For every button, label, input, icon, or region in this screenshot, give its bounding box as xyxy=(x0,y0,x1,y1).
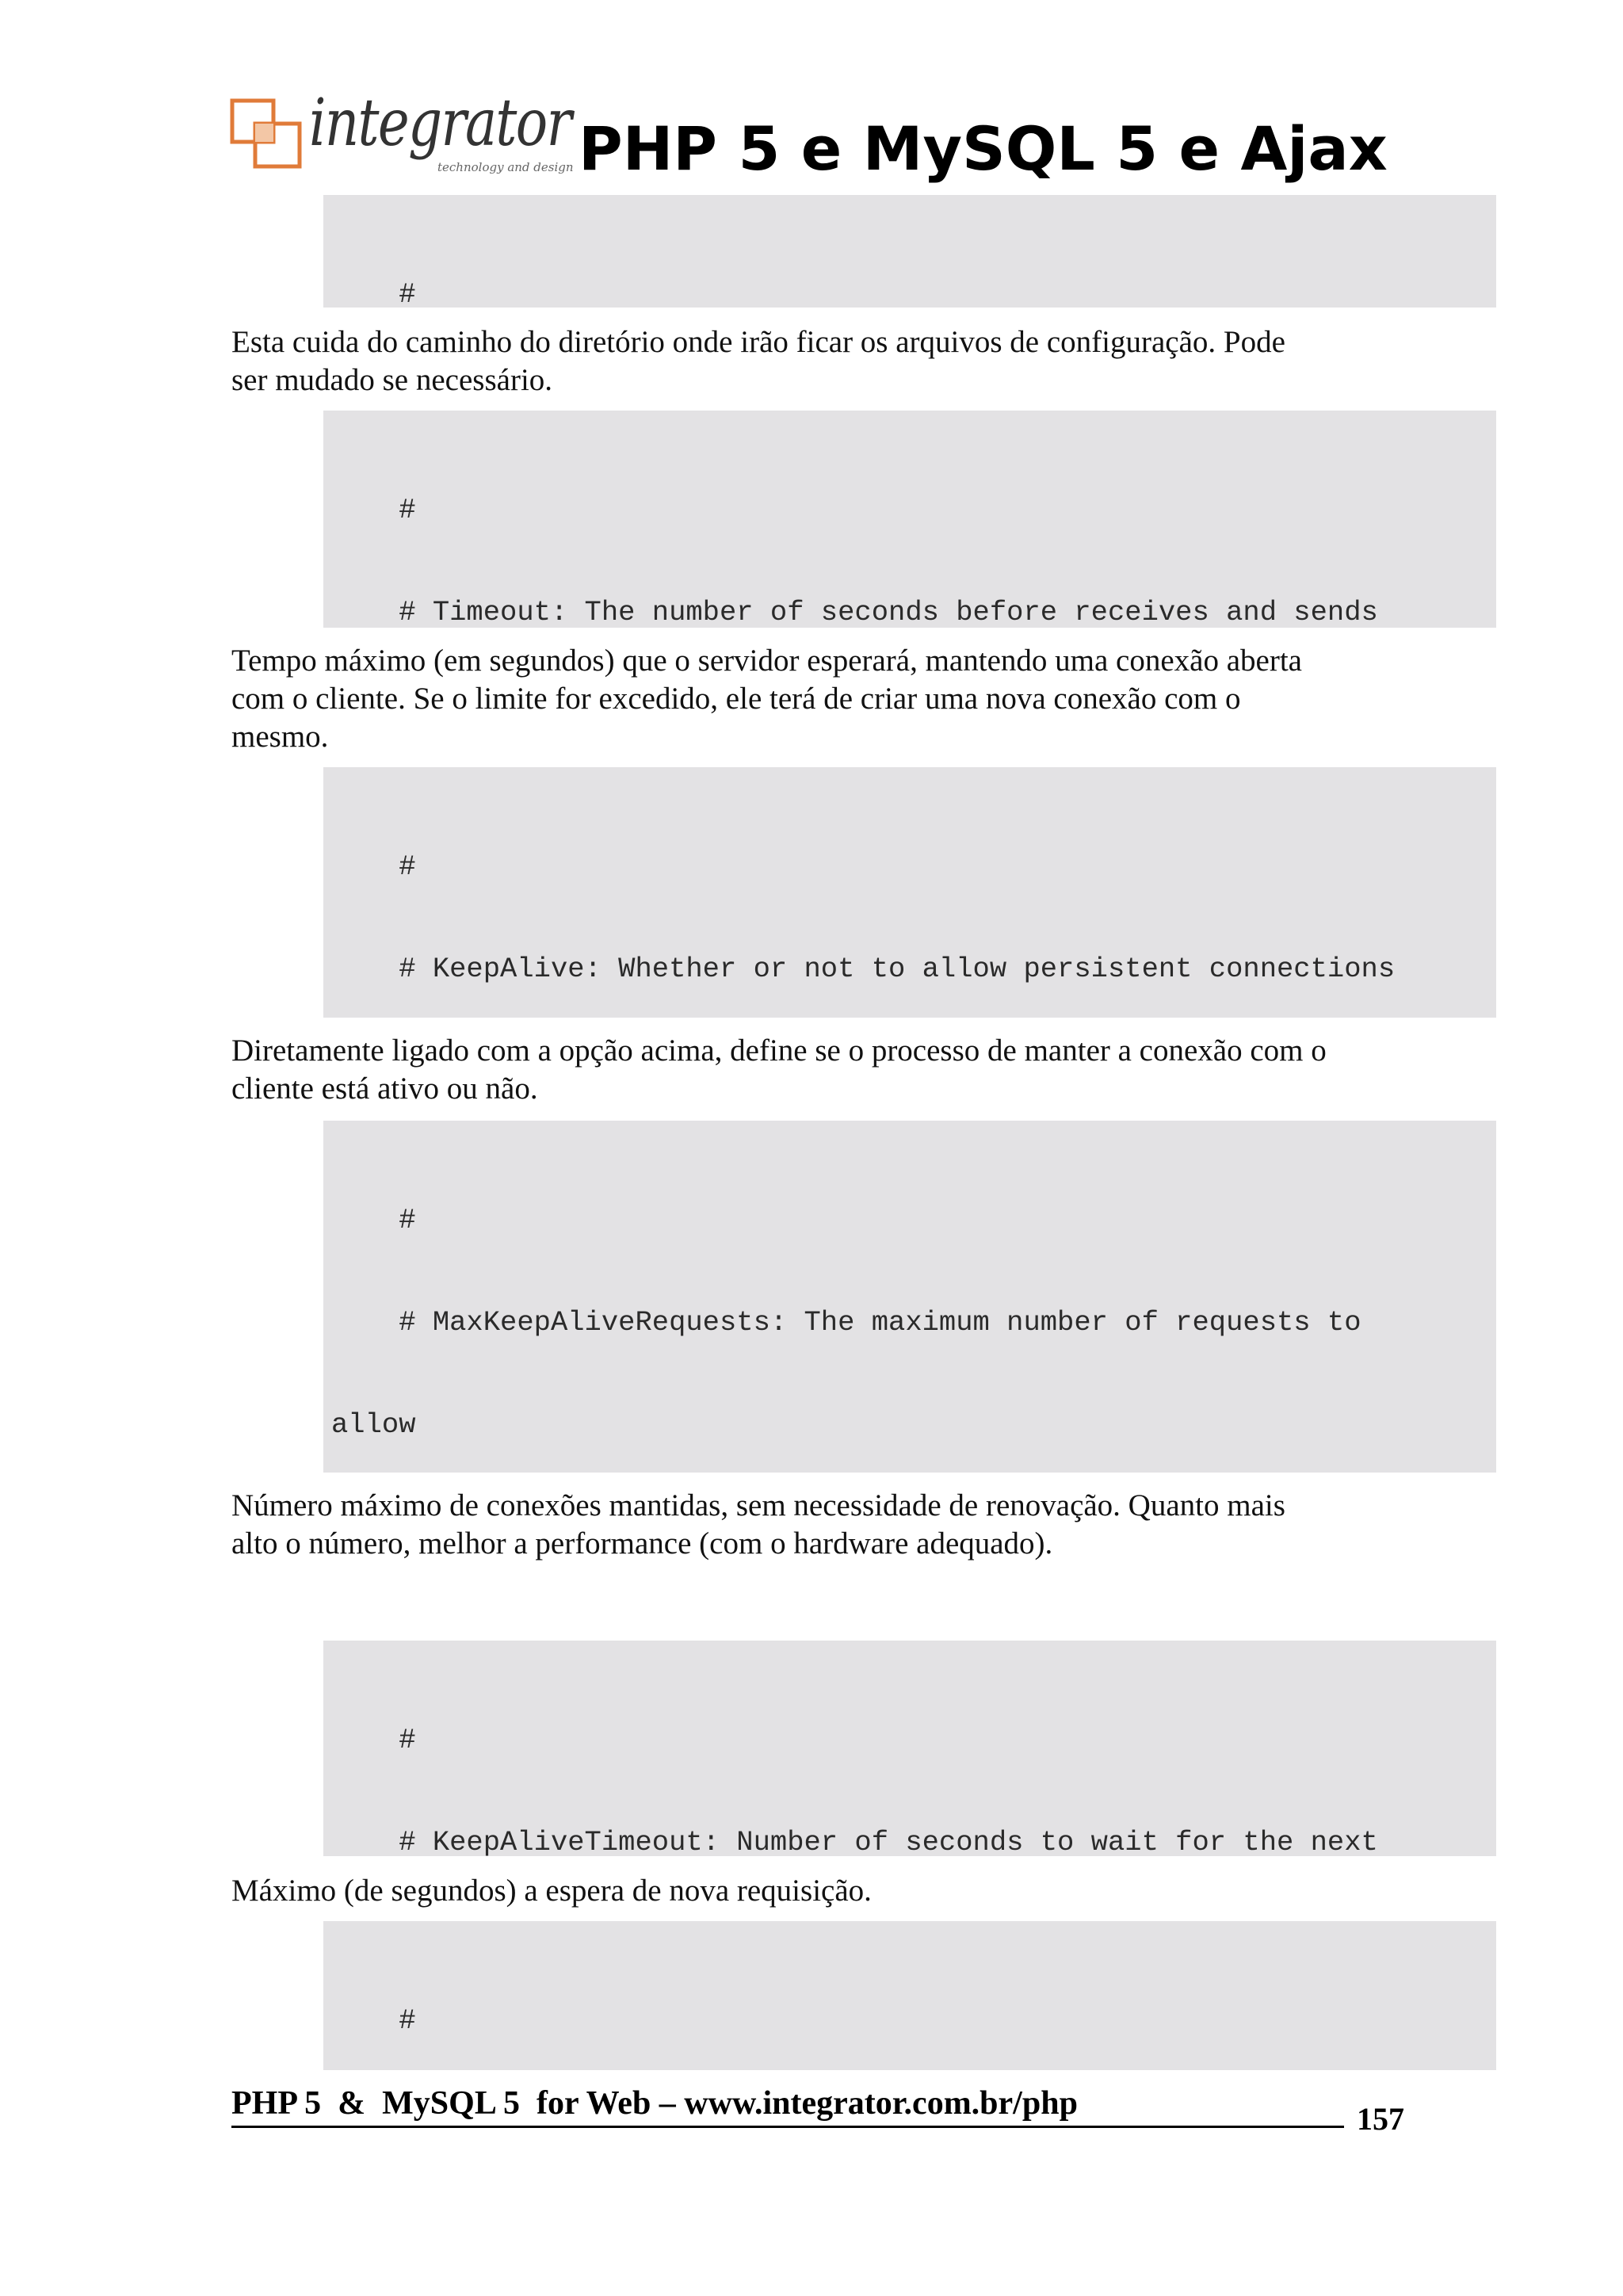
footer-text: PHP 5 & MySQL 5 for Web – www.integrator.com.br/php xyxy=(231,2085,1078,2122)
paragraph-line: cliente está ativo ou não. xyxy=(231,1072,538,1106)
paragraph-line: Número máximo de conexões mantidas, sem necessidade de renovação. Quanto mais xyxy=(231,1488,1285,1522)
footer-rule xyxy=(231,2126,1344,2128)
integrator-logo xyxy=(230,86,574,179)
paragraph-line: com o cliente. Se o limite for excedido, ele terá de criar uma nova conexão com o xyxy=(231,682,1241,716)
code-line: allow xyxy=(331,1408,416,1441)
logo-tagline: technology and design xyxy=(437,160,574,174)
code-block xyxy=(323,1121,1496,1473)
code-line: # KeepAliveTimeout: Number of seconds to wait for the next xyxy=(331,1826,1378,1856)
paragraph-line: Tempo máximo (em segundos) que o servidor esperará, mantendo uma conexão aberta xyxy=(231,644,1302,678)
code-line: # xyxy=(331,494,416,526)
page-number: 157 xyxy=(1357,2101,1404,2137)
code-block xyxy=(323,195,1496,308)
logo-squares-icon xyxy=(230,98,306,170)
code-block xyxy=(323,411,1496,628)
code-line: # xyxy=(331,850,416,883)
code-line: # xyxy=(331,278,416,308)
code-line: # Timeout: The number of seconds before receives and sends xyxy=(331,596,1378,628)
code-line: # KeepAlive: Whether or not to allow persistent connections xyxy=(331,953,1396,985)
paragraph-line: alto o número, melhor a performance (com o hardware adequado). xyxy=(231,1526,1053,1561)
paragraph xyxy=(231,323,1420,399)
paragraph xyxy=(231,1872,1420,1910)
paragraph-line: Diretamente ligado com a opção acima, define se o processo de manter a conexão com o xyxy=(231,1033,1327,1068)
code-line: # xyxy=(331,1204,416,1236)
code-line: # xyxy=(331,2004,416,2037)
code-block xyxy=(323,1921,1496,2070)
code-line: # MaxKeepAliveRequests: The maximum number of requests to xyxy=(331,1306,1361,1339)
paragraph-line: mesmo. xyxy=(231,720,329,754)
paragraph-line: Máximo (de segundos) a espera de nova requisição. xyxy=(231,1874,872,1908)
book-title: PHP 5 e MySQL 5 e Ajax xyxy=(579,113,1388,184)
paragraph-line: ser mudado se necessário. xyxy=(231,363,553,397)
paragraph xyxy=(231,1487,1420,1563)
code-block xyxy=(323,1641,1496,1856)
paragraph-line: Esta cuida do caminho do diretório onde irão ficar os arquivos de configuração. Pode xyxy=(231,325,1285,359)
paragraph xyxy=(231,1032,1420,1108)
paragraph xyxy=(231,642,1420,756)
logo-wordmark: integrator xyxy=(309,86,571,161)
code-line: # xyxy=(331,1724,416,1756)
code-block xyxy=(323,767,1496,1018)
